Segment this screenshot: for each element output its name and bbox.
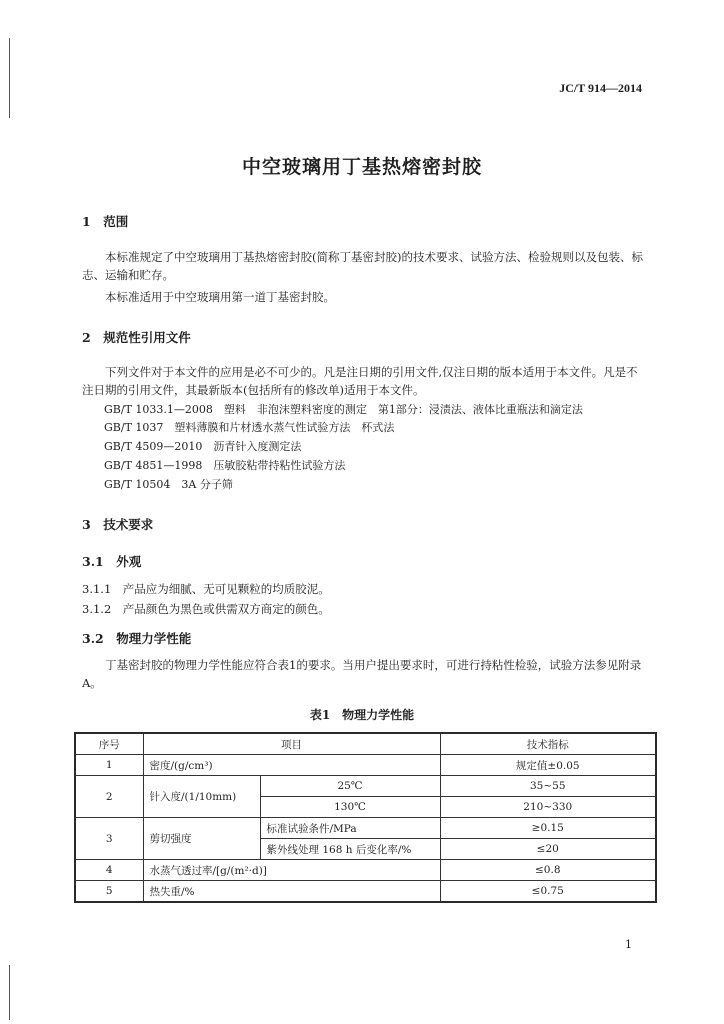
section-heading-references: 2 规范性引用文件 <box>82 330 191 345</box>
reference-item: GB/T 1033.1—2008 塑料 非泡沫塑料密度的测定 第1部分：浸渍法、液体比重瓶法和滴定法 <box>104 403 583 416</box>
row-requirement: 规定值±0.05 <box>440 755 656 776</box>
properties-paragraph: 丁基密封胶的物理力学性能应符合表1的要求。当用户提出要求时，可进行持粘性检验，试验方法参见附录A。 <box>82 658 642 690</box>
table-row <box>75 881 656 903</box>
header-item: 项目 <box>143 733 440 755</box>
reference-item: GB/T 4851—1998 压敏胶粘带持粘性试验方法 <box>104 459 346 472</box>
subsection-heading-properties: 3.2 物理力学性能 <box>82 631 192 646</box>
table-row <box>75 818 656 839</box>
table-row <box>75 860 656 881</box>
appearance-item: 3.1.1 产品应为细腻、无可见颗粒的均质胶泥。 <box>82 582 330 596</box>
appearance-item: 3.1.2 产品颜色为黑色或供需双方商定的颜色。 <box>82 602 330 616</box>
header-no: 序号 <box>75 733 143 755</box>
row-no: 5 <box>75 881 143 903</box>
row-item: 剪切强度 <box>143 818 260 860</box>
row-no: 3 <box>75 818 143 860</box>
row-requirement: 210~330 <box>440 797 656 818</box>
row-condition: 紫外线处理 168 h 后变化率/% <box>260 839 440 860</box>
references-intro: 下列文件对于本文件的应用是必不可少的。凡是注日期的引用文件,仅注日期的版本适用于本文件。凡是不注日期的引用文件，其最新版本(包括所有的修改单)适用于本文件。 <box>82 365 638 397</box>
header-requirement: 技术指标 <box>440 733 656 755</box>
row-item: 密度/(g/cm³) <box>143 755 440 776</box>
row-no: 2 <box>75 776 143 818</box>
reference-item: GB/T 4509—2010 沥青针入度测定法 <box>104 440 302 453</box>
scan-artifact-line <box>9 965 10 1020</box>
table-header-row <box>75 733 656 755</box>
row-no: 1 <box>75 755 143 776</box>
table-row <box>75 776 656 797</box>
table-caption: 表1 物理力学性能 <box>309 708 415 722</box>
standard-number: JC/T 914—2014 <box>559 81 642 95</box>
row-item: 热失重/% <box>143 881 440 903</box>
row-item: 水蒸气透过率/[g/(m²·d)] <box>143 860 440 881</box>
row-no: 4 <box>75 860 143 881</box>
section-heading-scope: 1 范围 <box>82 214 129 229</box>
reference-item: GB/T 10504 3A 分子筛 <box>104 478 233 491</box>
scan-artifact-line <box>9 38 10 118</box>
section-heading-requirements: 3 技术要求 <box>82 517 154 532</box>
row-condition: 标准试验条件/MPa <box>260 818 440 839</box>
row-item: 针入度/(1/10mm) <box>143 776 260 818</box>
row-condition: 130℃ <box>260 797 440 818</box>
row-requirement: ≥0.15 <box>440 818 656 839</box>
reference-item: GB/T 1037 塑料薄膜和片材透水蒸气性试验方法 杯式法 <box>104 421 395 434</box>
table-row <box>75 755 656 776</box>
document-title: 中空玻璃用丁基热熔密封胶 <box>241 156 482 178</box>
scope-paragraph: 本标准适用于中空玻璃用第一道丁基密封胶。 <box>105 290 335 304</box>
row-condition: 25℃ <box>260 776 440 797</box>
page-number: 1 <box>625 938 632 951</box>
row-requirement: ≤20 <box>440 839 656 860</box>
row-requirement: ≤0.8 <box>440 860 656 881</box>
row-requirement: 35~55 <box>440 776 656 797</box>
row-requirement: ≤0.75 <box>440 881 656 903</box>
subsection-heading-appearance: 3.1 外观 <box>82 554 142 569</box>
scope-paragraph: 本标准规定了中空玻璃用丁基热熔密封胶(简称丁基密封胶)的技术要求、试验方法、检验规则以及包装、标志、运输和贮存。 <box>82 250 643 282</box>
properties-table <box>74 732 657 903</box>
